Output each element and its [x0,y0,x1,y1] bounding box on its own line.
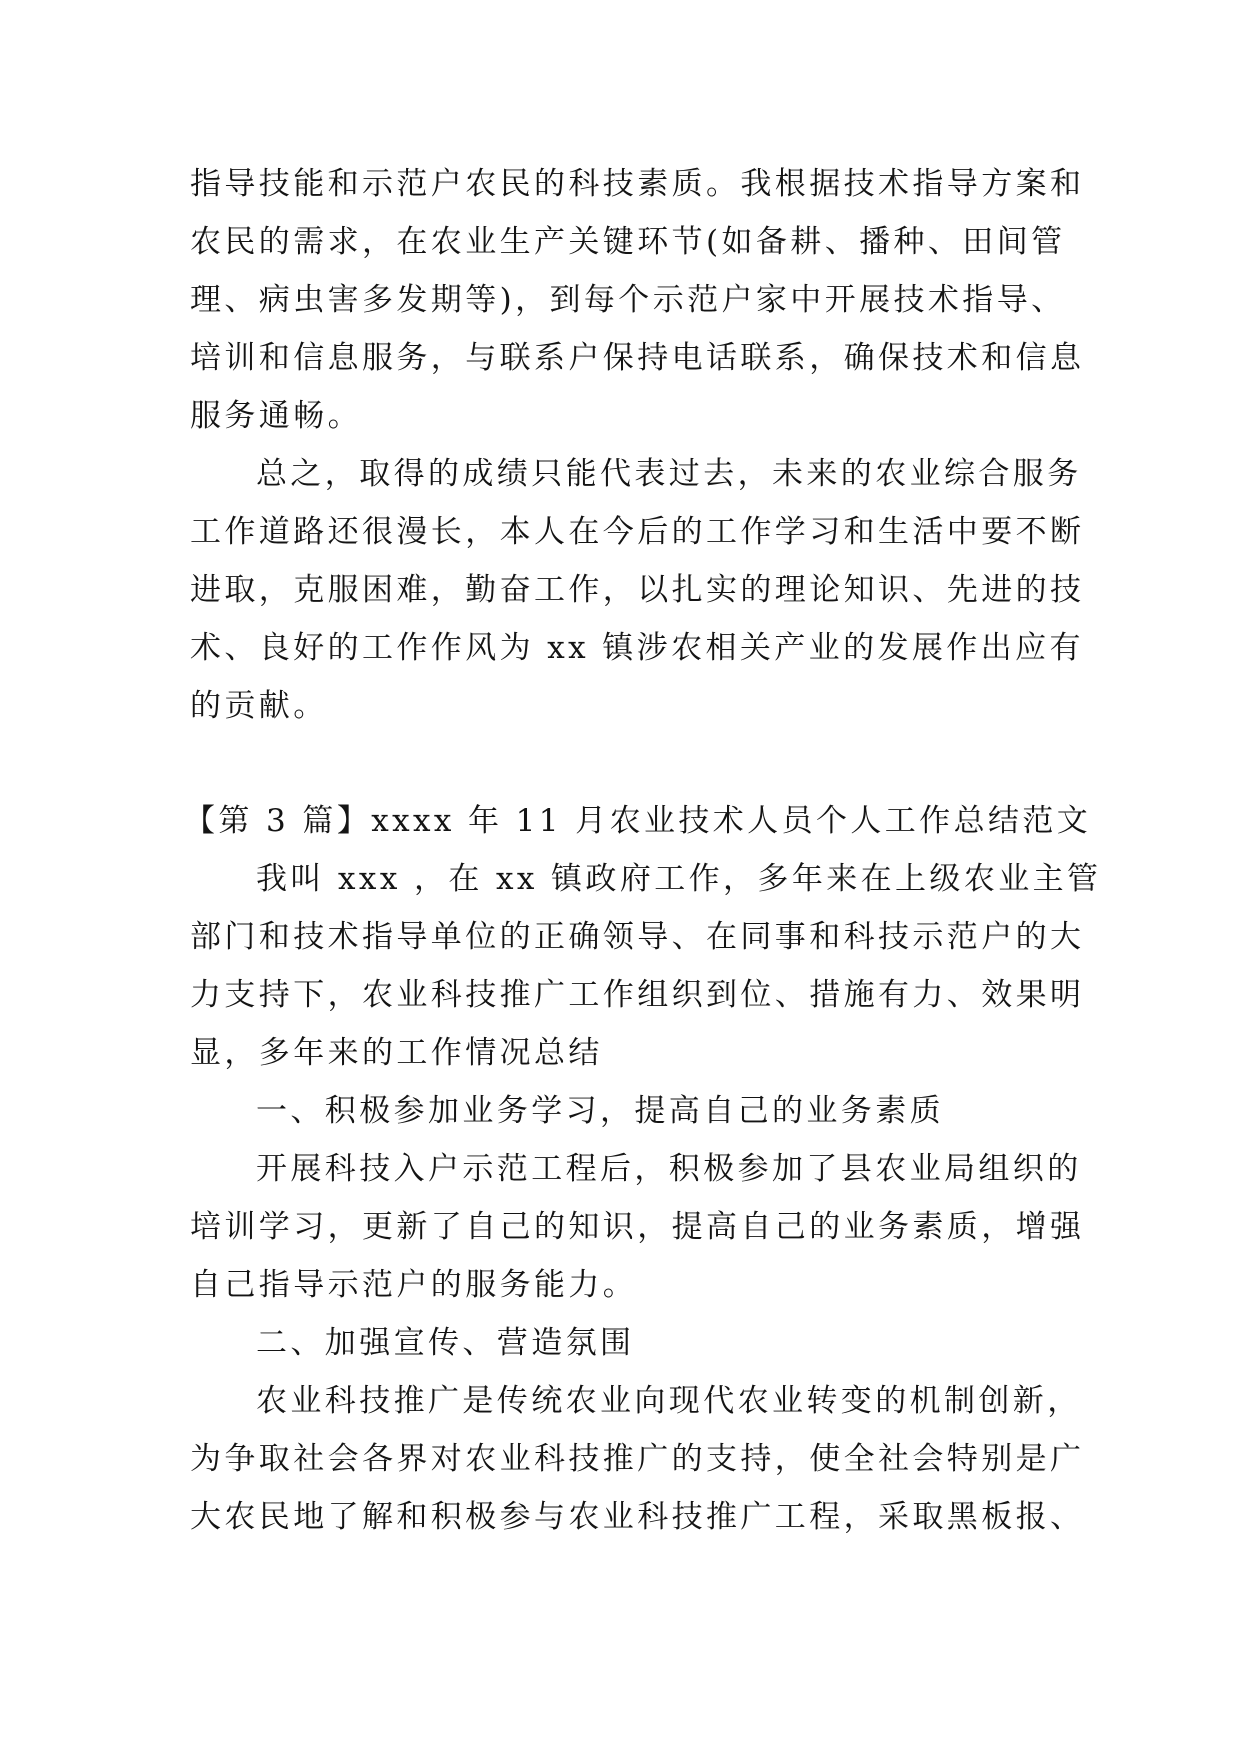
paragraph-line: 术、良好的工作作风为 xx 镇涉农相关产业的发展作出应有 [190,630,1084,666]
paragraph-line: 的贡献。 [190,688,328,724]
paragraph-line: 农业科技推广是传统农业向现代农业转变的机制创新， [256,1383,1082,1419]
paragraph-line: 显，多年来的工作情况总结 [190,1035,603,1071]
paragraph-line: 二、加强宣传、营造氛围 [256,1325,635,1361]
paragraph-line: 农民的需求，在农业生产关键环节(如备耕、播种、田间管 [190,224,1066,260]
paragraph-line: 部门和技术指导单位的正确领导、在同事和科技示范户的大 [190,919,1085,955]
previous-article-ending [190,155,1085,735]
paragraph-line: 进取，克服困难，勤奋工作，以扎实的理论知识、先进的技 [190,572,1085,608]
section-heading: 【第 3 篇】xxxx 年 11 月农业技术人员个人工作总结范文 [184,803,1092,839]
paragraph-line: 开展科技入户示范工程后，积极参加了县农业局组织的 [256,1151,1082,1187]
paragraph-line: 理、病虫害多发期等)，到每个示范户家中开展技术指导、 [190,282,1066,318]
paragraph-line: 我叫 xxx ，在 xx 镇政府工作，多年来在上级农业主管 [256,861,1102,897]
paragraph-line: 工作道路还很漫长，本人在今后的工作学习和生活中要不断 [190,514,1085,550]
paragraph-line: 总之，取得的成绩只能代表过去，未来的农业综合服务 [256,456,1082,492]
paragraph-line: 服务通畅。 [190,398,362,434]
paragraph-line: 指导技能和示范户农民的科技素质。我根据技术指导方案和 [190,166,1085,202]
section-heading-block [184,792,1092,850]
paragraph-line: 培训和信息服务，与联系户保持电话联系，确保技术和信息 [190,340,1085,376]
paragraph-line: 大农民地了解和积极参与农业科技推广工程，采取黑板报、 [190,1499,1085,1535]
paragraph-line: 力支持下，农业科技推广工作组织到位、措施有力、效果明 [190,977,1085,1013]
paragraph-line: 培训学习，更新了自己的知识，提高自己的业务素质，增强 [190,1209,1085,1245]
article-3-body [190,850,1102,1546]
paragraph-line: 自己指导示范户的服务能力。 [190,1267,638,1303]
paragraph-line: 一、积极参加业务学习，提高自己的业务素质 [256,1093,944,1129]
paragraph-line: 为争取社会各界对农业科技推广的支持，使全社会特别是广 [190,1441,1085,1477]
